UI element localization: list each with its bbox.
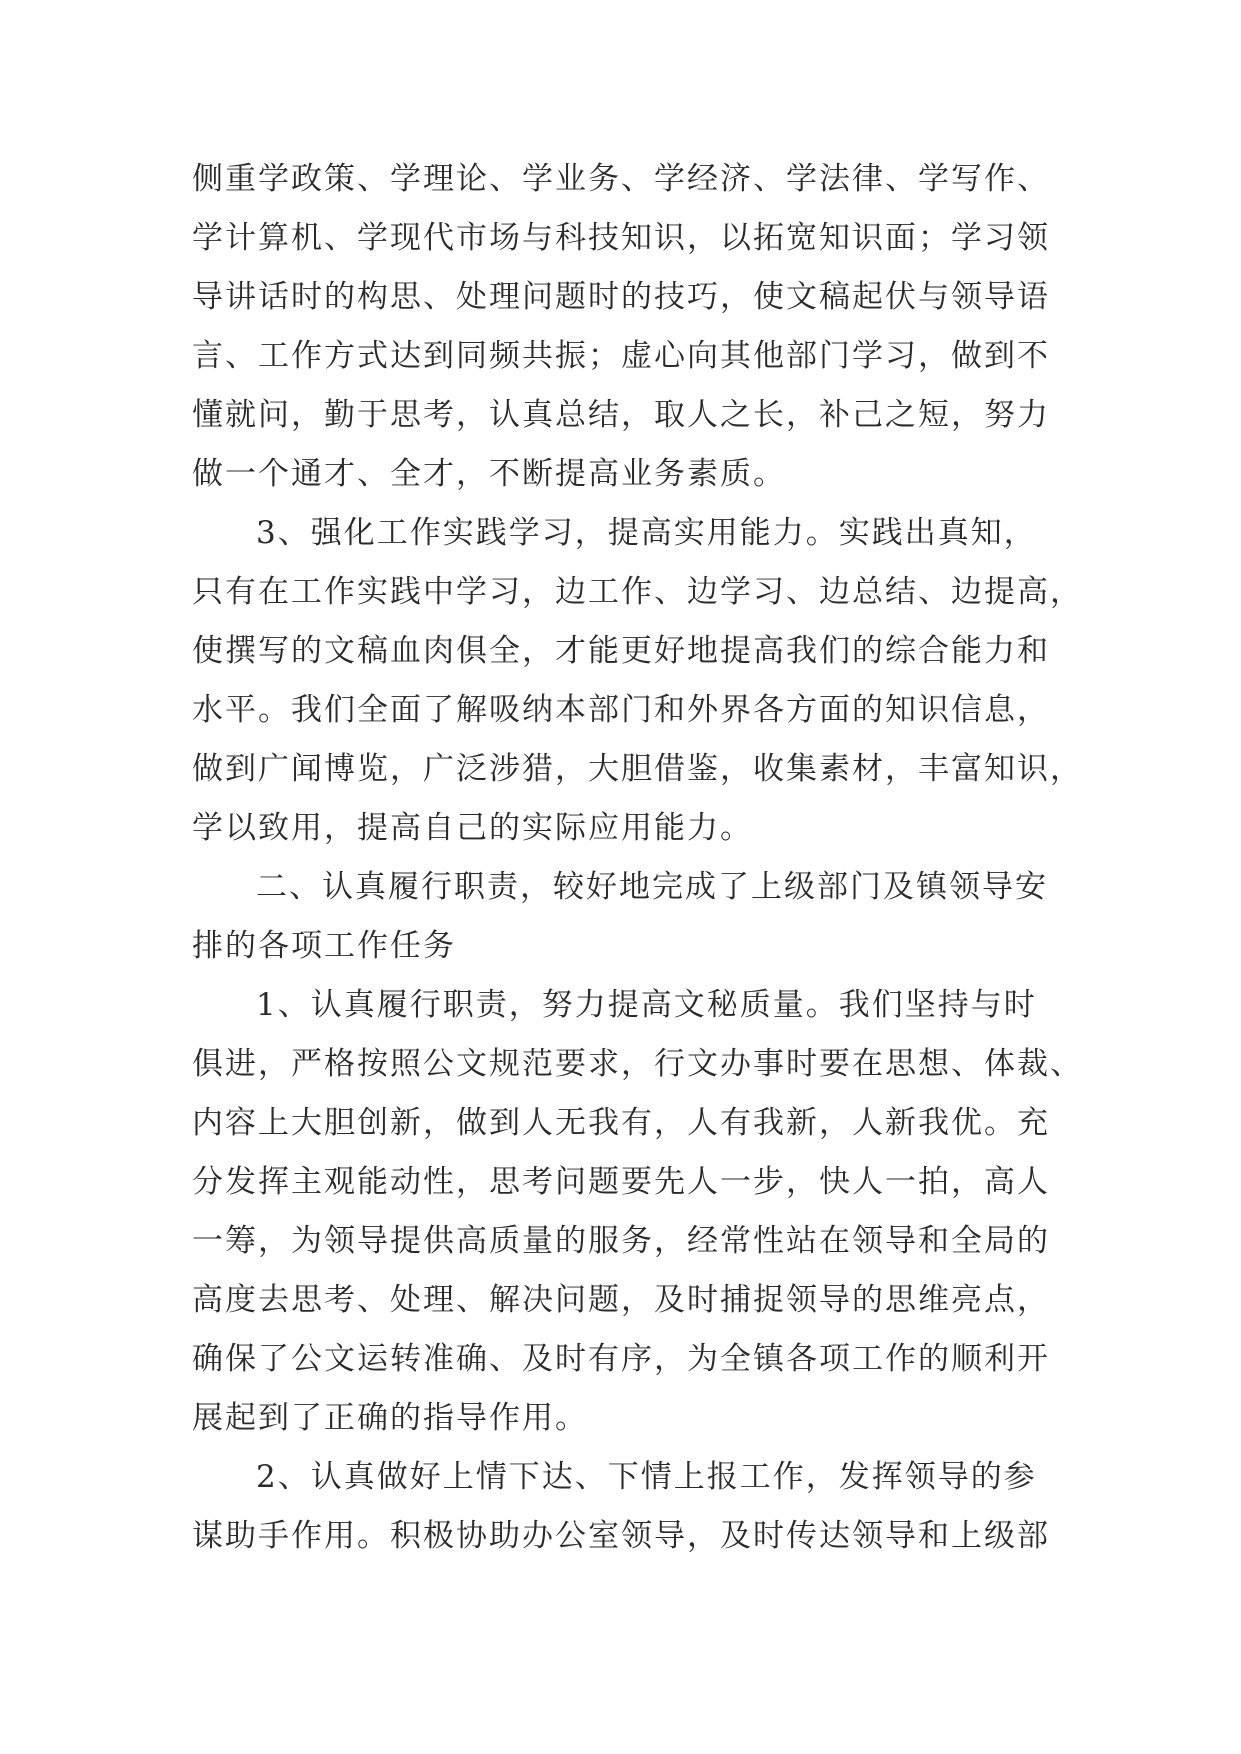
text-line: 做到广闻博览，广泛涉猎，大胆借鉴，收集素材，丰富知识， (192, 751, 1083, 787)
section-heading-line: 二、认真履行职责，较好地完成了上级部门及镇领导安 (256, 869, 1048, 905)
text-line: 分发挥主观能动性，思考问题要先人一步，快人一拍，高人 (192, 1164, 1050, 1200)
text-line: 侧重学政策、学理论、学业务、学经济、学法律、学写作、 (192, 161, 1050, 197)
text-line: 做一个通才、全才，不断提高业务素质。 (192, 456, 786, 492)
section-heading-line: 排的各项工作任务 (192, 928, 456, 964)
text-line: 一筹，为领导提供高质量的服务，经常性站在领导和全局的 (192, 1223, 1050, 1259)
text-line: 学以致用，提高自己的实际应用能力。 (192, 810, 753, 846)
text-line: 内容上大胆创新，做到人无我有，人有我新，人新我优。充 (192, 1105, 1050, 1141)
text-line: 使撰写的文稿血肉俱全，才能更好地提高我们的综合能力和 (192, 633, 1050, 669)
text-line: 确保了公文运转准确、及时有序，为全镇各项工作的顺利开 (192, 1341, 1050, 1377)
text-line: 高度去思考、处理、解决问题，及时捕捉领导的思维亮点， (192, 1282, 1050, 1318)
text-line: 俱进，严格按照公文规范要求，行文办事时要在思想、体裁、 (192, 1046, 1083, 1082)
paragraph-start-line: 1、认真履行职责，努力提高文秘质量。我们坚持与时 (256, 987, 1037, 1023)
text-line: 懂就问，勤于思考，认真总结，取人之长，补己之短，努力 (192, 397, 1050, 433)
text-line: 谋助手作用。积极协助办公室领导，及时传达领导和上级部 (192, 1518, 1050, 1554)
text-line: 学计算机、学现代市场与科技知识，以拓宽知识面；学习领 (192, 220, 1050, 256)
text-line: 只有在工作实践中学习，边工作、边学习、边总结、边提高， (192, 574, 1083, 610)
paragraph-start-line: 3、强化工作实践学习，提高实用能力。实践出真知， (256, 515, 1037, 551)
text-line: 言、工作方式达到同频共振；虚心向其他部门学习，做到不 (192, 338, 1050, 374)
text-line: 展起到了正确的指导作用。 (192, 1400, 588, 1436)
paragraph-start-line: 2、认真做好上情下达、下情上报工作，发挥领导的参 (256, 1459, 1037, 1495)
text-line: 水平。我们全面了解吸纳本部门和外界各方面的知识信息， (192, 692, 1050, 728)
text-line: 导讲话时的构思、处理问题时的技巧，使文稿起伏与领导语 (192, 279, 1050, 315)
